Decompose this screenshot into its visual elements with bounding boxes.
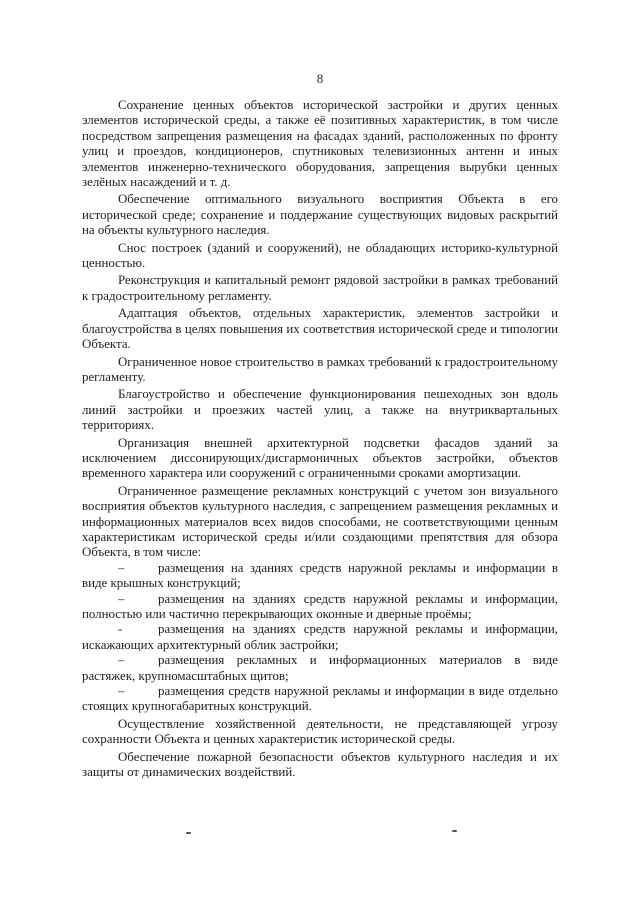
list-dash: - [118, 622, 123, 637]
list-item-text: размещения на зданиях средств наружной рекламы и информации, полностью или частично перекрывающих оконные и дверные проёмы; [82, 591, 558, 621]
paragraph-adaptation: Адаптация объектов, отдельных характеристик, элементов застройки и благоустройства в целях повышения их соответствия исторической среде и типологии Объекта. [82, 306, 558, 352]
list-item [82, 592, 558, 623]
paragraph-fire-safety: Обеспечение пожарной безопасности объектов культурного наследия и их защиты от динамических воздействий. [82, 749, 558, 780]
scan-speck [186, 832, 191, 834]
paragraph-visual-perception: Обеспечение оптимального визуального восприятия Объекта в его исторической среде; сохранение и поддержание существующих видовых раскрытий на объекты культурного наследия. [82, 192, 558, 238]
paragraph-lighting: Организация внешней архитектурной подсветки фасадов зданий за исключением диссонирующих/дисгармоничных объектов застройки, объектов временного характера или сооружений с ограниченными сроками амортизации. [82, 435, 558, 481]
list-dash: – [118, 653, 125, 668]
paragraph-advertising: Ограниченное размещение рекламных конструкций с учетом зон визуального восприятия объектов культурного наследия, с запрещением размещения рекламных и информационных материалов всех видов способами, не соответствующими ценным характеристикам исторической среды и/или создающими препятствия для обзора Объекта, в том числе: [82, 483, 558, 560]
list-item-text: размещения на зданиях средств наружной рекламы и информации, искажающих архитектурный облик застройки; [82, 622, 558, 652]
list-dash: – [118, 684, 125, 699]
list-item-text: размещения на зданиях средств наружной рекламы и информации в виде крышных конструкций; [82, 560, 558, 591]
page-number: 8 [316, 71, 324, 86]
list-item [82, 561, 558, 592]
paragraph-landscaping: Благоустройство и обеспечение функционирования пешеходных зон вдоль линий застройки и проезжих частей улиц, а также на внутриквартальных территориях. [82, 387, 558, 433]
list-item-text: размещения средств наружной рекламы и информации в виде отдельно стоящих крупногабаритных конструкций. [82, 684, 558, 714]
scan-speck [452, 830, 457, 832]
paragraph-economic-activity: Осуществление хозяйственной деятельности, не представляющей угрозу сохранности Объекта и ценных характеристик исторической среды. [82, 716, 558, 747]
list-dash: – [118, 560, 125, 575]
document-body [82, 98, 558, 780]
paragraph-reconstruction: Реконструкция и капитальный ремонт рядовой застройки в рамках требований к градостроительному регламенту. [82, 273, 558, 303]
list-dash: – [118, 591, 125, 606]
list-item [82, 622, 558, 653]
paragraph-demolition: Снос построек (зданий и сооружений), не обладающих историко-культурной ценностью. [82, 240, 558, 271]
paragraph-preservation: Сохранение ценных объектов исторической застройки и других ценных элементов исторической среды, а также её позитивных характеристик, в том числе посредством запрещения размещения на фасадах зданий, расположенных по фронту улиц и проездов, кондиционеров, спутниковых телевизионных антенн и иных элементов инженерно-технического оборудования, запрещения вырубки ценных зелёных насаждений и т. д. [82, 98, 558, 190]
list-item-text: размещения рекламных и информационных материалов в виде растяжек, крупномасштабных щитов; [82, 653, 558, 683]
list-item [82, 653, 558, 684]
list-item [82, 684, 558, 715]
paragraph-new-construction: Ограниченное новое строительство в рамках требований к градостроительному регламенту. [82, 354, 558, 384]
